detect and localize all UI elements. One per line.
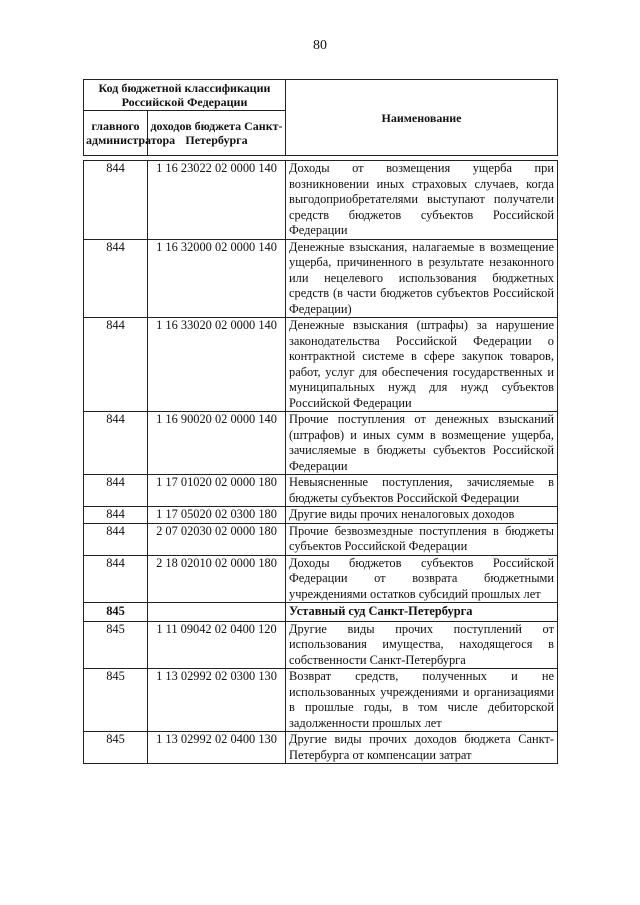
page-number: 80 — [313, 38, 327, 53]
admin-code-cell: 844 — [84, 507, 148, 524]
admin-code-cell: 844 — [84, 412, 148, 475]
admin-code-cell: 844 — [84, 555, 148, 603]
revenue-code-cell — [148, 603, 286, 622]
table-row — [84, 669, 558, 732]
revenue-code-cell: 1 11 09042 02 0400 120 — [148, 621, 286, 669]
admin-column-header: главного администратора — [84, 111, 148, 156]
admin-code-cell: 844 — [84, 161, 148, 240]
revenue-code-cell: 1 17 05020 02 0300 180 — [148, 507, 286, 524]
admin-code-cell: 844 — [84, 475, 148, 507]
table-row — [84, 318, 558, 412]
name-cell: Доходы от возмещения ущерба при возникновении иных страховых случаев, когда выгодоприобретателями выступают получатели средств бюджетов субъектов Российской Федерации — [286, 161, 558, 240]
name-cell: Прочие безвозмездные поступления в бюджеты субъектов Российской Федерации — [286, 523, 558, 555]
revenue-column-header: доходов бюджета Санкт-Петербурга — [148, 111, 286, 156]
table-row — [84, 475, 558, 507]
revenue-code-cell: 1 13 02992 02 0400 130 — [148, 732, 286, 764]
revenue-code-cell: 1 13 02992 02 0300 130 — [148, 669, 286, 732]
admin-code-cell: 844 — [84, 318, 148, 412]
admin-code-cell: 845 — [84, 669, 148, 732]
name-cell: Денежные взыскания (штрафы) за нарушение законодательства Российской Федерации о контрактной системе в сфере закупок товаров, работ, услуг для обеспечения государственных и муниципальных нужд для нужд субъектов Российской Федерации — [286, 318, 558, 412]
admin-code-cell: 844 — [84, 239, 148, 318]
revenue-table — [83, 160, 558, 764]
revenue-code-cell: 1 16 33020 02 0000 140 — [148, 318, 286, 412]
revenue-code-cell: 1 16 90020 02 0000 140 — [148, 412, 286, 475]
name-cell: Денежные взыскания, налагаемые в возмещение ущерба, причиненного в результате незаконного или нецелевого использования бюджетных средств (в части бюджетов субъектов Российской Федерации) — [286, 239, 558, 318]
name-cell: Другие виды прочих доходов бюджета Санкт-Петербурга от компенсации затрат — [286, 732, 558, 764]
table-row — [84, 732, 558, 764]
revenue-code-cell: 2 07 02030 02 0000 180 — [148, 523, 286, 555]
table-row — [84, 161, 558, 240]
name-cell: Другие виды прочих поступлений от использования имущества, находящегося в собственности Санкт-Петербурга — [286, 621, 558, 669]
name-cell: Прочие поступления от денежных взысканий (штрафов) и иных сумм в возмещение ущерба, зачисляемые в бюджеты субъектов Российской Федерации — [286, 412, 558, 475]
name-cell: Другие виды прочих неналоговых доходов — [286, 507, 558, 524]
table-row — [84, 555, 558, 603]
admin-code-cell: 845 — [84, 603, 148, 622]
table-row — [84, 621, 558, 669]
revenue-code-cell: 2 18 02010 02 0000 180 — [148, 555, 286, 603]
admin-code-cell: 845 — [84, 732, 148, 764]
revenue-code-cell: 1 17 01020 02 0000 180 — [148, 475, 286, 507]
budget-classification-header: Код бюджетной классификации Российской Федерации — [84, 80, 286, 111]
table-row — [84, 239, 558, 318]
revenue-code-cell: 1 16 32000 02 0000 140 — [148, 239, 286, 318]
name-cell: Доходы бюджетов субъектов Российской Федерации от возврата бюджетными учреждениями остатков субсидий прошлых лет — [286, 555, 558, 603]
admin-code-cell: 845 — [84, 621, 148, 669]
section-row — [84, 603, 558, 622]
admin-code-cell: 844 — [84, 523, 148, 555]
revenue-code-cell: 1 16 23022 02 0000 140 — [148, 161, 286, 240]
name-cell: Возврат средств, полученных и не использованных учреждениями и организациями в прошлые годы, в том числе дебиторской задолженности прошлых лет — [286, 669, 558, 732]
name-cell: Невыясненные поступления, зачисляемые в бюджеты субъектов Российской Федерации — [286, 475, 558, 507]
table-header — [83, 79, 558, 156]
name-column-header: Наименование — [286, 80, 558, 156]
name-cell: Уставный суд Санкт-Петербурга — [286, 603, 558, 622]
table-row — [84, 507, 558, 524]
table-row — [84, 412, 558, 475]
table-row — [84, 523, 558, 555]
